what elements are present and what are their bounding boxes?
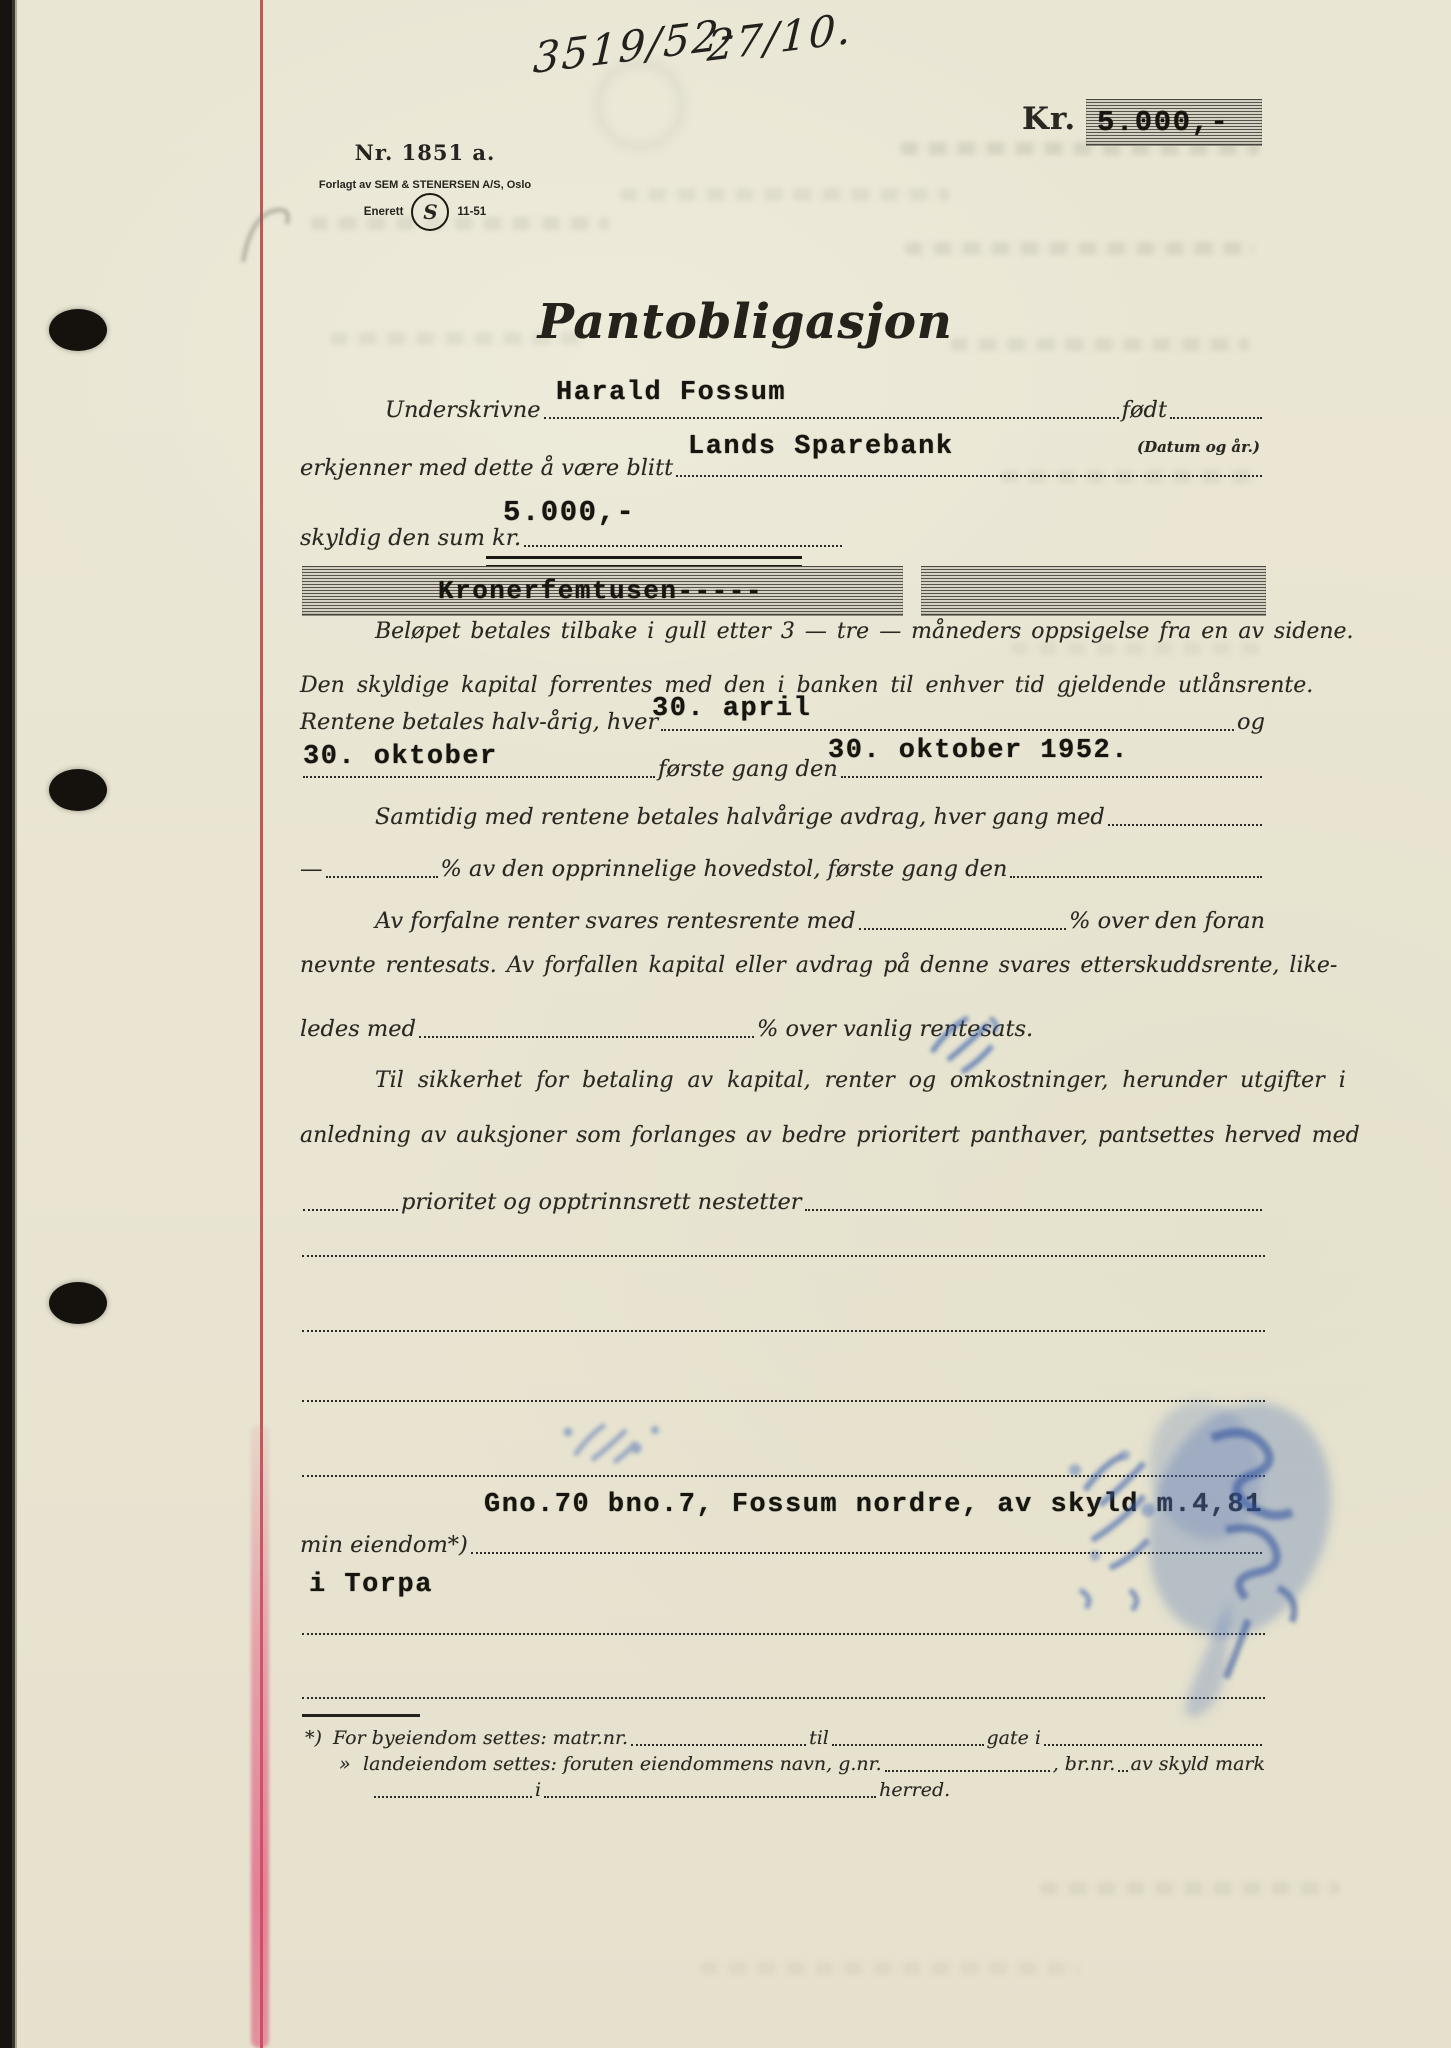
matrnr-field bbox=[631, 1744, 806, 1746]
footnote-city-label: For byeiendom settes: matr.nr. bbox=[333, 1727, 629, 1750]
security-clause-1: Til sikkerhet for betaling av kapital, renter og omkostninger, herunder utgifter i bbox=[375, 1068, 1346, 1093]
penalty-row bbox=[300, 899, 1265, 935]
penalty-pct-label: % over den foran bbox=[1069, 908, 1265, 935]
installments-row bbox=[300, 795, 1265, 831]
interest-date2-field bbox=[303, 776, 655, 778]
installment-amount-field bbox=[1108, 824, 1262, 826]
interest-due-label: Rentene betales halv-årig, hver bbox=[300, 709, 659, 736]
blank-line bbox=[302, 1633, 1265, 1635]
page-title: Pantobligasjon bbox=[537, 294, 953, 350]
security-clause-2: anledning av auksjoner som forlanges av bedre prioritert panthaver, pantsettes herved med bbox=[300, 1123, 1360, 1148]
interest-date2-entry: 30. oktober bbox=[303, 742, 498, 772]
penalty-pct-field bbox=[859, 928, 1066, 930]
footnote-separator-rule bbox=[302, 1714, 420, 1717]
birthdate-hint: (Datum og år.) bbox=[1136, 438, 1261, 456]
margin-rule-smudge bbox=[251, 1425, 269, 2048]
first-time-label: første gang den bbox=[658, 756, 838, 783]
first-due-date-entry: 30. oktober 1952. bbox=[828, 736, 1129, 766]
gate-field bbox=[1044, 1744, 1262, 1746]
handwritten-case-number: 3519/52- bbox=[532, 8, 738, 84]
brnr-field bbox=[1118, 1770, 1127, 1772]
footnote-star: *) bbox=[305, 1727, 322, 1750]
penalty-continuation: nevnte rentesats. Av forfallen kapital eller avdrag på denne svares etterskuddsrente, like- bbox=[300, 953, 1338, 978]
penalty-label: Av forfalne renter svares rentesrente med bbox=[375, 908, 856, 935]
blank-line bbox=[302, 1400, 1265, 1402]
bleedthrough-ghost-text bbox=[905, 242, 1255, 255]
interest-date1-entry: 30. april bbox=[652, 694, 812, 724]
sum-entry: 5.000,- bbox=[503, 496, 636, 529]
property-owner-label: min eiendom*) bbox=[300, 1532, 468, 1559]
installment-pct-label: % av den opprinnelige hovedstol, første gang den bbox=[440, 856, 1008, 883]
gnr-field bbox=[885, 1770, 1050, 1772]
til-field bbox=[832, 1744, 984, 1746]
bleedthrough-ghost-text bbox=[700, 1962, 1080, 1975]
publisher-line: Forlagt av SEM & STENERSEN A/S, Oslo bbox=[318, 179, 532, 191]
sum-label: skyldig den sum kr. bbox=[300, 525, 522, 552]
skyldmark-field bbox=[374, 1796, 532, 1798]
installment-pct-field bbox=[326, 876, 438, 878]
priority-row bbox=[300, 1180, 1265, 1216]
print-code: 11-51 bbox=[457, 206, 487, 218]
undersigned-label: Underskrivne bbox=[385, 397, 541, 424]
creditor-name-entry: Lands Sparebank bbox=[688, 432, 954, 462]
repayment-clause: Beløpet betales tilbake i gull etter 3 — tre — måneders oppsigelse fra en av sidene. bbox=[375, 619, 1354, 644]
bleedthrough-ghost-text bbox=[620, 188, 950, 201]
property-description-entry: Gno.70 bno.7, Fossum nordre, av skyld m.4,81 bbox=[484, 1490, 1263, 1520]
installments-label: Samtidig med rentene betales halvårige avdrag, hver gang med bbox=[375, 804, 1105, 831]
ledes-label: ledes med bbox=[300, 1016, 416, 1043]
creditor-field bbox=[676, 475, 1262, 477]
property-description-field bbox=[471, 1552, 1262, 1554]
district-entry: i Torpa bbox=[309, 1570, 433, 1600]
dash-mark: — bbox=[300, 856, 323, 883]
first-due-date-field bbox=[841, 776, 1262, 778]
footnote-land-label: landeiendom settes: foruten eiendommens navn, g.nr. bbox=[363, 1753, 882, 1776]
amount-value: 5.000,- bbox=[1097, 106, 1230, 139]
publisher-logo-monogram-icon bbox=[411, 193, 449, 231]
debtor-name-entry: Harald Fossum bbox=[556, 378, 787, 408]
ledes-pct-field bbox=[419, 1036, 754, 1038]
footnote-herred-row bbox=[305, 1776, 1265, 1802]
blank-line bbox=[302, 1475, 1265, 1477]
footnote-herred-label: herred. bbox=[879, 1779, 951, 1802]
debtor-name-field bbox=[544, 417, 1119, 419]
acknowledge-label: erkjenner med dette å være blitt bbox=[300, 455, 674, 482]
priority-detail-field bbox=[805, 1209, 1262, 1211]
ledes-pct-label: % over vanlig rentesats. bbox=[756, 1016, 1034, 1043]
footnote-i-label: i bbox=[535, 1779, 542, 1802]
priority-number-field bbox=[303, 1209, 398, 1211]
blank-line bbox=[302, 1255, 1265, 1257]
blank-line bbox=[302, 1330, 1265, 1332]
logo-letter: S bbox=[423, 200, 438, 224]
herred-name-field bbox=[544, 1796, 876, 1798]
amount-words-band-right bbox=[921, 566, 1266, 616]
footnote-city-row bbox=[305, 1724, 1265, 1750]
amount-words-entry: Kronerfemtusen----- bbox=[438, 576, 763, 606]
installment-pct-row bbox=[300, 847, 1265, 883]
sum-field bbox=[524, 545, 842, 547]
footnote-gate-label: gate i bbox=[986, 1727, 1041, 1750]
interest-clause: Den skyldige kapital forrentes med den i banken til enhver tid gjeldende utlånsrente. bbox=[300, 673, 1314, 698]
currency-label: Kr. bbox=[1022, 101, 1077, 137]
footnote-til-label: til bbox=[809, 1727, 829, 1750]
punch-hole-middle bbox=[49, 769, 107, 811]
interest-date1-field bbox=[661, 729, 1234, 731]
publisher-rights-row bbox=[300, 193, 550, 231]
punch-hole-bottom bbox=[49, 1282, 107, 1324]
rights-label: Enerett bbox=[363, 206, 404, 218]
sum-row bbox=[300, 516, 1265, 552]
ledes-row bbox=[300, 1007, 1265, 1043]
footnote-skyld-label: av skyld mark bbox=[1130, 1753, 1265, 1776]
og-label: og bbox=[1237, 709, 1265, 736]
footnote-land-row bbox=[305, 1750, 1265, 1776]
bleedthrough-ghost-text bbox=[1040, 1882, 1340, 1895]
blank-line bbox=[302, 1697, 1265, 1699]
born-label: født bbox=[1121, 397, 1167, 424]
priority-label: prioritet og opptrinnsrett nestetter bbox=[401, 1189, 802, 1216]
form-header-block bbox=[300, 140, 550, 231]
installment-first-date-field bbox=[1010, 876, 1262, 878]
footnote-quote-mark: » bbox=[339, 1753, 351, 1776]
footnote-brnr-label: , br.nr. bbox=[1052, 1753, 1116, 1776]
form-number: Nr. 1851 a. bbox=[354, 140, 496, 165]
handwritten-date: 27/10. bbox=[706, 3, 854, 71]
punch-hole-top bbox=[49, 309, 107, 351]
property-owner-row bbox=[300, 1523, 1265, 1559]
scan-edge-shadow bbox=[0, 0, 17, 2048]
birthdate-field bbox=[1170, 417, 1262, 419]
